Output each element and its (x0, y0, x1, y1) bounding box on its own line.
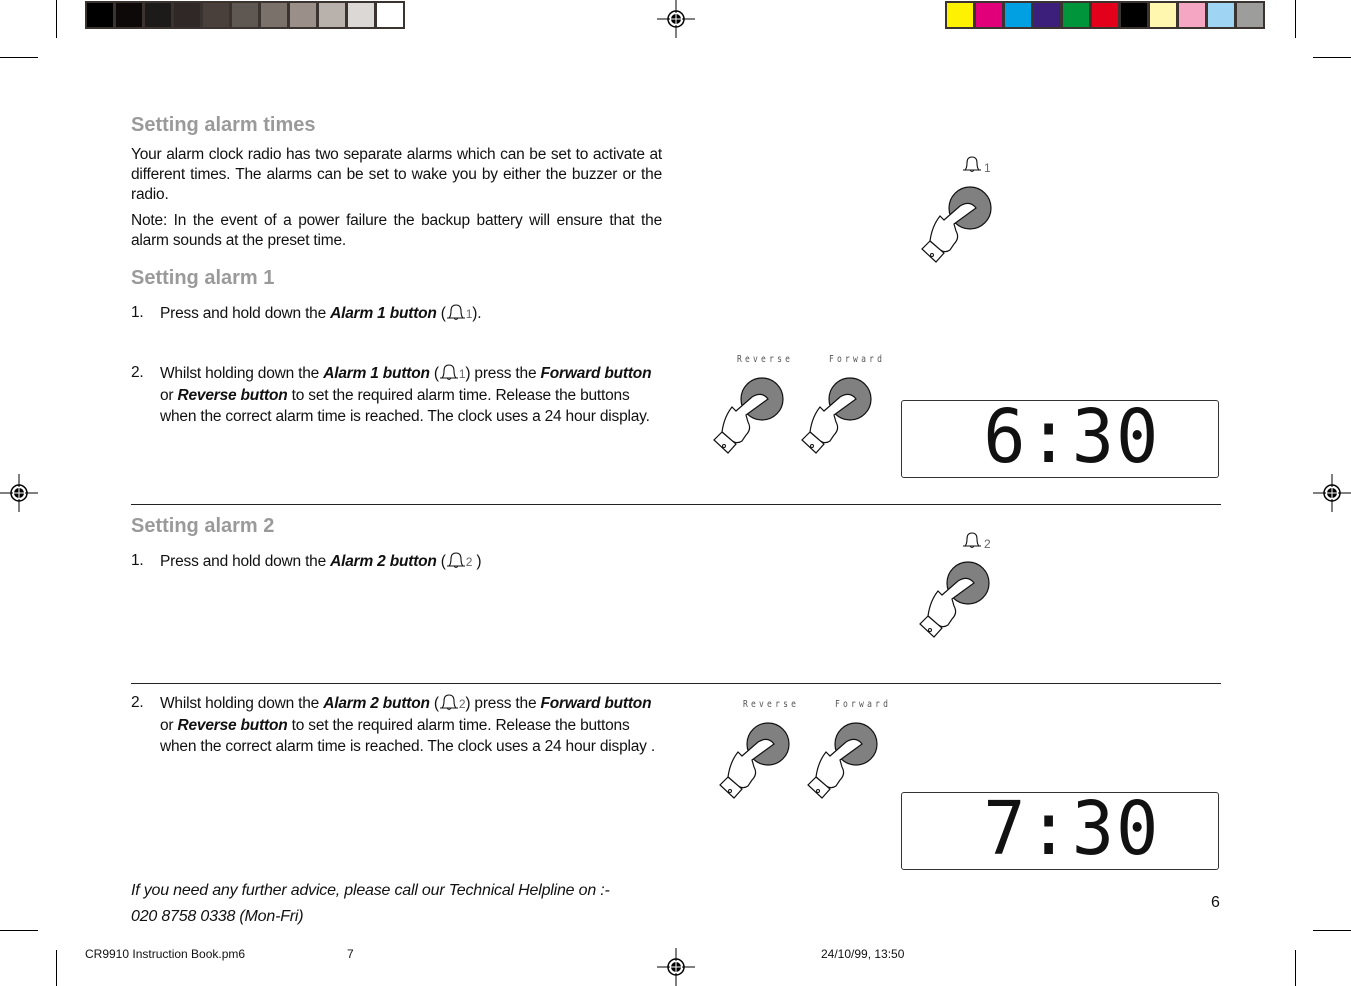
bell-number: 2 (465, 555, 473, 569)
bell-icon (446, 303, 466, 321)
bell-icon (446, 551, 466, 569)
crop-mark (1295, 0, 1296, 38)
alarm2-step2: Whilst holding down the Alarm 2 button ( 2) press the Forward button or Reverse button to set the required alarm time. Release the buttons when the correct alarm time is reached. The clock uses a 24 hour display . (160, 695, 655, 755)
bell-number: 2 (458, 697, 466, 711)
reverse-button-press-icon (712, 377, 802, 467)
alarm1-step2-number: 2. (131, 364, 144, 381)
color-swatch (1063, 3, 1089, 27)
bell-icon (962, 531, 984, 551)
crop-mark (1295, 950, 1296, 986)
step-text: Press and hold down the (160, 553, 331, 570)
page-number: 6 (1211, 894, 1220, 911)
forward-label: Forward (829, 354, 886, 365)
color-swatch (319, 3, 345, 27)
step-text: ) press the (465, 695, 541, 712)
divider (131, 504, 1221, 505)
helpline-phone: 020 8758 0338 (Mon-Fri) (131, 908, 304, 925)
crop-mark (0, 930, 38, 931)
color-swatch (348, 3, 374, 27)
helpline-text: If you need any further advice, please call our Technical Helpline on :- (131, 882, 610, 899)
alarm2-step1: Press and hold down the Alarm 2 button ( 2 ) (160, 553, 482, 570)
color-swatch (1121, 3, 1147, 27)
step-text: ) press the (465, 365, 541, 382)
divider (131, 683, 1221, 684)
lcd-display (901, 786, 1219, 872)
crop-mark (1313, 930, 1351, 931)
bell-number: 1 (458, 367, 466, 381)
registration-mark-icon (0, 474, 38, 512)
color-swatch (232, 3, 258, 27)
color-swatch (976, 3, 1002, 27)
color-bar (945, 1, 1265, 29)
bell-icon (439, 693, 459, 711)
alarm1-heading: Setting alarm 1 (131, 267, 275, 289)
registration-mark-icon (657, 948, 695, 986)
forward-label: Forward (835, 699, 892, 710)
crop-mark (56, 0, 57, 38)
crop-mark (1313, 57, 1351, 58)
section-heading: Setting alarm times (131, 114, 316, 136)
lcd-time: 7:30 (983, 786, 1160, 872)
color-swatch (261, 3, 287, 27)
step-text: Press and hold down the (160, 305, 331, 322)
bell-icon (439, 363, 459, 381)
color-swatch (1179, 3, 1205, 27)
color-swatch (1150, 3, 1176, 27)
intro-paragraph: Your alarm clock radio has two separate alarms which can be set to activate at different times. The alarms can be set to wake you by either the buzzer or the radio. (131, 146, 662, 203)
alarm1-button-press-icon (920, 186, 1010, 286)
color-swatch (1092, 3, 1118, 27)
color-swatch (1208, 3, 1234, 27)
alarm1-step1: Press and hold down the Alarm 1 button ( 1). (160, 305, 482, 322)
alarm1-button-label: Alarm 1 button (323, 365, 430, 382)
color-swatch (116, 3, 142, 27)
alarm1-step2: Whilst holding down the Alarm 1 button ( 1) press the Forward button or Reverse button to set the required alarm time. Release the buttons when the correct alarm time is reached. The clock uses a 24 hour display. (160, 365, 652, 425)
note-paragraph: Note: In the event of a power failure the backup battery will ensure that the alarm sounds at the preset time. (131, 212, 662, 249)
step-text: ). (472, 305, 482, 322)
step-text: to set the required alarm time. Release the buttons when the correct alarm time is reached. The clock uses a 24 hour display. (160, 387, 650, 425)
alarm2-button-label: Alarm 2 button (330, 553, 437, 570)
footer-filename: CR9910 Instruction Book.pm6 (85, 947, 246, 961)
color-swatch (174, 3, 200, 27)
registration-mark-icon (657, 0, 695, 38)
lcd-display (901, 394, 1219, 480)
bell-number: 1 (465, 307, 473, 321)
grayscale-bar (85, 1, 405, 29)
color-swatch (1005, 3, 1031, 27)
alarm1-button-label: Alarm 1 button (330, 305, 437, 322)
step-text: or (160, 717, 178, 734)
alarm2-heading: Setting alarm 2 (131, 515, 275, 537)
step-text: Whilst holding down the (160, 695, 324, 712)
alarm2-button-label: Alarm 2 button (323, 695, 430, 712)
forward-button-press-icon (800, 377, 890, 467)
alarm2-step1-number: 1. (131, 552, 144, 569)
color-swatch (1237, 3, 1263, 27)
bell-number: 2 (984, 537, 991, 551)
alarm1-step1-number: 1. (131, 304, 144, 321)
forward-button-press-icon (806, 722, 896, 812)
color-swatch (377, 3, 403, 27)
color-swatch (87, 3, 113, 27)
reverse-label: Reverse (737, 354, 794, 365)
reverse-button-label: Reverse button (177, 717, 288, 734)
step-text: Whilst holding down the (160, 365, 324, 382)
color-swatch (145, 3, 171, 27)
alarm1-bell-label (962, 155, 991, 177)
step-text: ) (476, 553, 482, 570)
alarm2-bell-label (962, 531, 991, 553)
step-text: or (160, 387, 178, 404)
forward-button-label: Forward button (540, 695, 652, 712)
step-text: to set the required alarm time. Release the buttons when the correct alarm time is reached. The clock uses a 24 hour display . (160, 717, 655, 755)
forward-button-label: Forward button (540, 365, 652, 382)
color-swatch (947, 3, 973, 27)
bell-icon (962, 155, 984, 175)
crop-mark (56, 950, 57, 986)
color-swatch (1034, 3, 1060, 27)
bell-number: 1 (984, 161, 991, 175)
reverse-button-press-icon (718, 722, 808, 812)
lcd-time: 6:30 (983, 394, 1160, 480)
reverse-label: Reverse (743, 699, 800, 710)
alarm2-step2-number: 2. (131, 694, 144, 711)
alarm2-button-press-icon (918, 561, 1008, 661)
crop-mark (0, 57, 38, 58)
registration-mark-icon (1313, 474, 1351, 512)
footer-date: 24/10/99, 13:50 (821, 947, 905, 961)
footer-page: 7 (347, 947, 354, 961)
reverse-button-label: Reverse button (177, 387, 288, 404)
color-swatch (290, 3, 316, 27)
color-swatch (203, 3, 229, 27)
